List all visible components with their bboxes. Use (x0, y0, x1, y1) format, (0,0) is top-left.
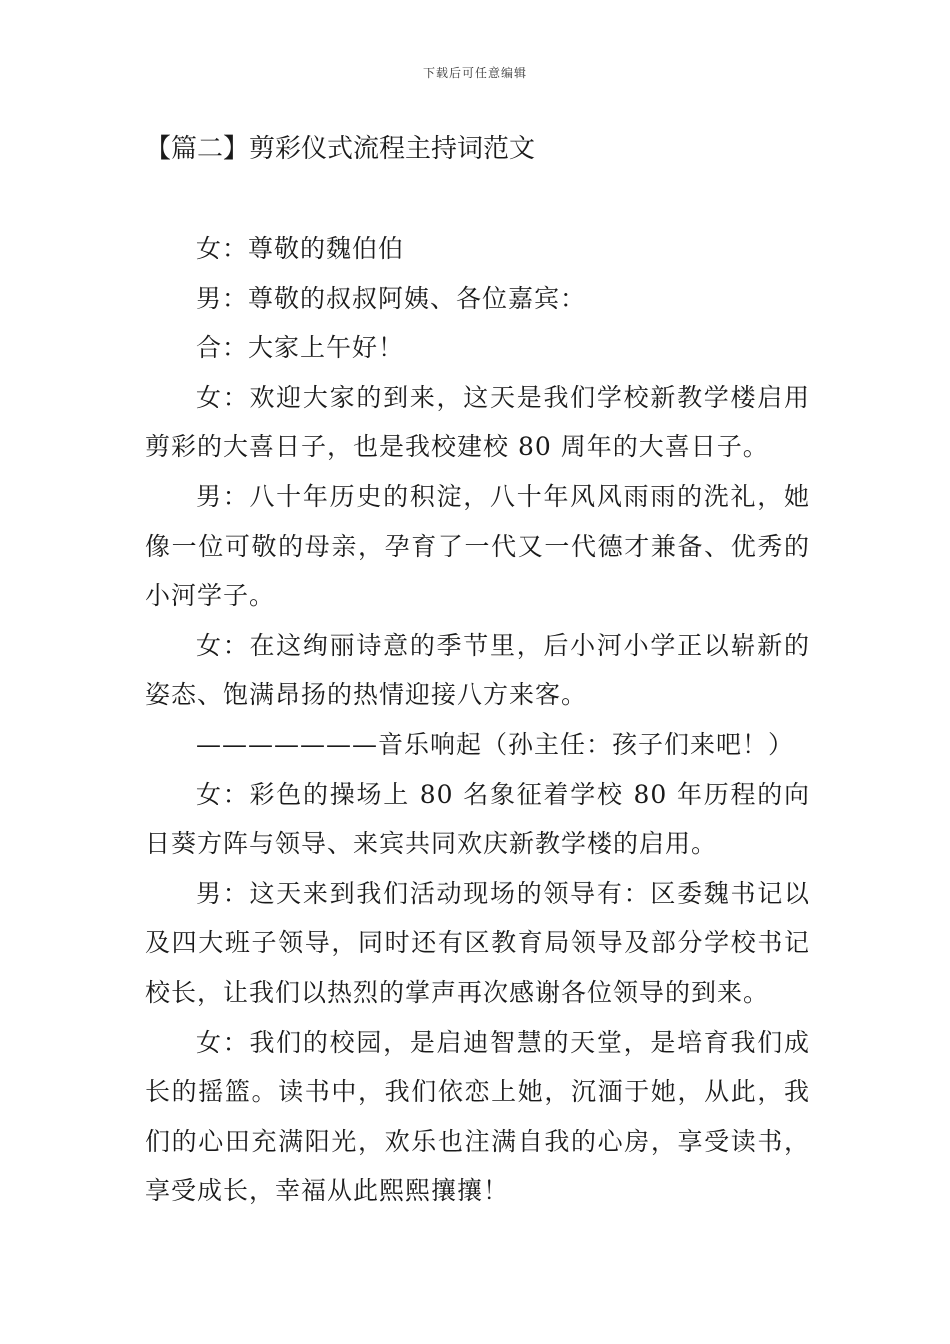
paragraph-leaders: 男：这天来到我们活动现场的领导有：区委魏书记以及四大班子领导，同时还有区教育局领导及部分学校书记校长，让我们以热烈的掌声再次感谢各位领导的到来。 (145, 878, 810, 1007)
header-note: 下载后可任意编辑 (422, 66, 527, 80)
paragraph-season: 女：在这绚丽诗意的季节里，后小河小学正以崭新的姿态、饱满昂扬的热情迎接八方来客。 (145, 630, 810, 710)
paragraph-greeting-female: 女：尊敬的魏伯伯 (196, 234, 405, 263)
paragraph-history: 男：八十年历史的积淀，八十年风风雨雨的洗礼，她像一位可敬的母亲，孕育了一代又一代德才兼备、优秀的小河学子。 (145, 481, 810, 611)
paragraph-campus: 女：我们的校园，是启迪智慧的天堂，是培育我们成长的摇篮。读书中，我们依恋上她，沉湎于她，从此，我们的心田充满阳光，欢乐也注满自我的心房，享受读书，享受成长，幸福从此熙熙攘攘！ (145, 1027, 810, 1206)
paragraph-greeting-together: 合：大家上午好！ (196, 333, 405, 363)
paragraph-music-cue: ———————音乐响起（孙主任：孩子们来吧！） (196, 729, 795, 759)
paragraph-welcome: 女：欢迎大家的到来，这天是我们学校新教学楼启用剪彩的大喜日子，也是我校建校 80 周年的大喜日子。 (145, 382, 810, 462)
document-body (145, 224, 810, 1216)
document-title: 【篇二】剪彩仪式流程主持词范文 (145, 134, 536, 164)
paragraph-greeting-male: 男：尊敬的叔叔阿姨、各位嘉宾： (196, 283, 587, 313)
paragraph-sunflower: 女：彩色的操场上 80 名象征着学校 80 年历程的向日葵方阵与领导、来宾共同欢庆新教学楼的启用。 (145, 779, 810, 859)
